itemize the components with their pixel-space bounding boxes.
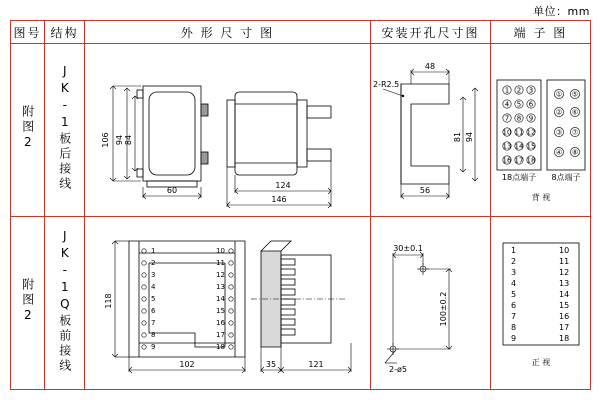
svg-text:8: 8 [516,114,522,123]
row2-terminal-drawing [491,217,590,389]
svg-text:16: 16 [502,156,512,165]
table-row [11,44,591,217]
svg-text:12: 12 [526,128,536,137]
row1-structure: JK-1板后接线 [57,64,72,192]
row2-structure: JK-1Q板前接线 [57,228,72,374]
unit-note: 单位：mm [533,5,590,18]
row1-right-caption: 8点端子 [551,173,581,182]
svg-text:③: ③ [555,128,563,137]
svg-text:①: ① [555,90,563,99]
table-row [11,217,591,390]
svg-text:4: 4 [511,279,517,288]
row1-terminal-cell [491,44,591,217]
row2-view-label: 正 视 [531,358,551,367]
dim-2r25: 2-R2.5 [373,80,400,89]
row1-cutout-drawing [371,44,490,216]
svg-text:11: 11 [514,128,524,137]
svg-text:14: 14 [559,290,570,299]
svg-text:1: 1 [511,246,517,255]
svg-text:11: 11 [559,257,570,266]
dim-holes: 2-ø5 [389,365,407,374]
svg-text:17: 17 [559,323,570,332]
svg-text:6: 6 [151,307,156,315]
svg-text:18: 18 [526,156,536,165]
svg-text:13: 13 [502,142,512,151]
svg-text:5: 5 [151,295,156,303]
svg-text:5: 5 [516,100,522,109]
dim-30: 30±0.1 [393,244,423,253]
svg-text:9: 9 [511,334,517,343]
row1-terminal-drawing [491,44,590,216]
header-terminal: 端 子 图 [491,21,591,44]
row1-code-cell [11,44,45,217]
svg-text:4: 4 [151,283,156,291]
svg-text:15: 15 [216,307,225,315]
svg-text:⑦: ⑦ [571,128,579,137]
dim-146: 146 [271,195,287,204]
svg-text:10: 10 [216,247,225,255]
svg-text:9: 9 [528,114,534,123]
dim-121: 121 [308,360,324,369]
svg-text:11: 11 [216,259,225,267]
header-code: 图号 [11,21,45,44]
row2-cutout-cell [371,217,491,390]
svg-text:12: 12 [216,271,225,279]
svg-text:10: 10 [559,246,570,255]
svg-text:7: 7 [511,312,517,321]
row1-structure-cell [45,44,85,217]
svg-text:2: 2 [151,259,156,267]
svg-text:1: 1 [504,86,510,95]
svg-text:7: 7 [504,114,510,123]
svg-text:⑧: ⑧ [571,148,579,157]
row2-terminal-cell [491,217,591,390]
dim-60: 60 [166,186,178,195]
dim-48: 48 [424,62,436,71]
dim-94b: 94 [465,131,474,143]
svg-text:13: 13 [216,283,225,291]
svg-text:17: 17 [514,156,524,165]
svg-text:3: 3 [151,271,156,279]
dim-84: 84 [124,134,133,146]
row1-outline-drawing [85,44,370,216]
row1-left-caption: 18点端子 [501,173,537,182]
dim-106: 106 [101,132,110,148]
header-structure: 结构 [45,21,85,44]
svg-text:5: 5 [511,290,517,299]
svg-text:2: 2 [511,257,517,266]
svg-text:14: 14 [514,142,524,151]
svg-text:3: 3 [528,86,534,95]
dim-81: 81 [453,131,462,143]
header-cutout: 安装开孔尺寸图 [371,21,491,44]
row2-structure-cell [45,217,85,390]
svg-text:⑥: ⑥ [571,108,579,117]
dim-35: 35 [265,360,277,369]
svg-text:18: 18 [559,334,570,343]
row1-outline-cell [85,44,371,217]
svg-text:9: 9 [151,343,156,351]
row2-cutout-drawing [371,217,490,389]
dim-56: 56 [419,186,431,195]
dim-94: 94 [115,134,124,146]
row2-outline-drawing [85,217,370,389]
svg-text:15: 15 [526,142,536,151]
svg-text:15: 15 [559,301,570,310]
dim-124: 124 [275,181,291,190]
row2-code-cell [11,217,45,390]
svg-text:12: 12 [559,268,570,277]
row1-view-label: 背 视 [531,193,551,202]
row2-code: 附图2 [20,277,35,325]
svg-text:7: 7 [151,319,156,327]
svg-text:13: 13 [559,279,570,288]
svg-text:2: 2 [516,86,522,95]
svg-text:8: 8 [151,331,156,339]
dim-102: 102 [179,360,195,369]
svg-text:8: 8 [511,323,517,332]
header-outline: 外 形 尺 寸 图 [85,21,371,44]
specification-table [10,20,591,390]
svg-text:10: 10 [502,128,512,137]
svg-text:1: 1 [151,247,156,255]
table-header-row [11,21,591,44]
svg-text:6: 6 [528,100,534,109]
dim-100: 100±0.2 [439,291,448,327]
svg-text:16: 16 [216,319,225,327]
svg-text:18: 18 [216,343,225,351]
svg-text:⑤: ⑤ [571,90,579,99]
svg-text:3: 3 [511,268,517,277]
row1-code: 附图2 [20,104,35,152]
row2-outline-cell [85,217,371,390]
svg-text:6: 6 [511,301,517,310]
row1-cutout-cell [371,44,491,217]
svg-text:16: 16 [559,312,570,321]
svg-text:②: ② [555,108,563,117]
svg-text:4: 4 [504,100,510,109]
dim-118: 118 [104,293,113,309]
svg-text:④: ④ [555,148,563,157]
svg-text:14: 14 [216,295,225,303]
svg-text:17: 17 [216,331,225,339]
